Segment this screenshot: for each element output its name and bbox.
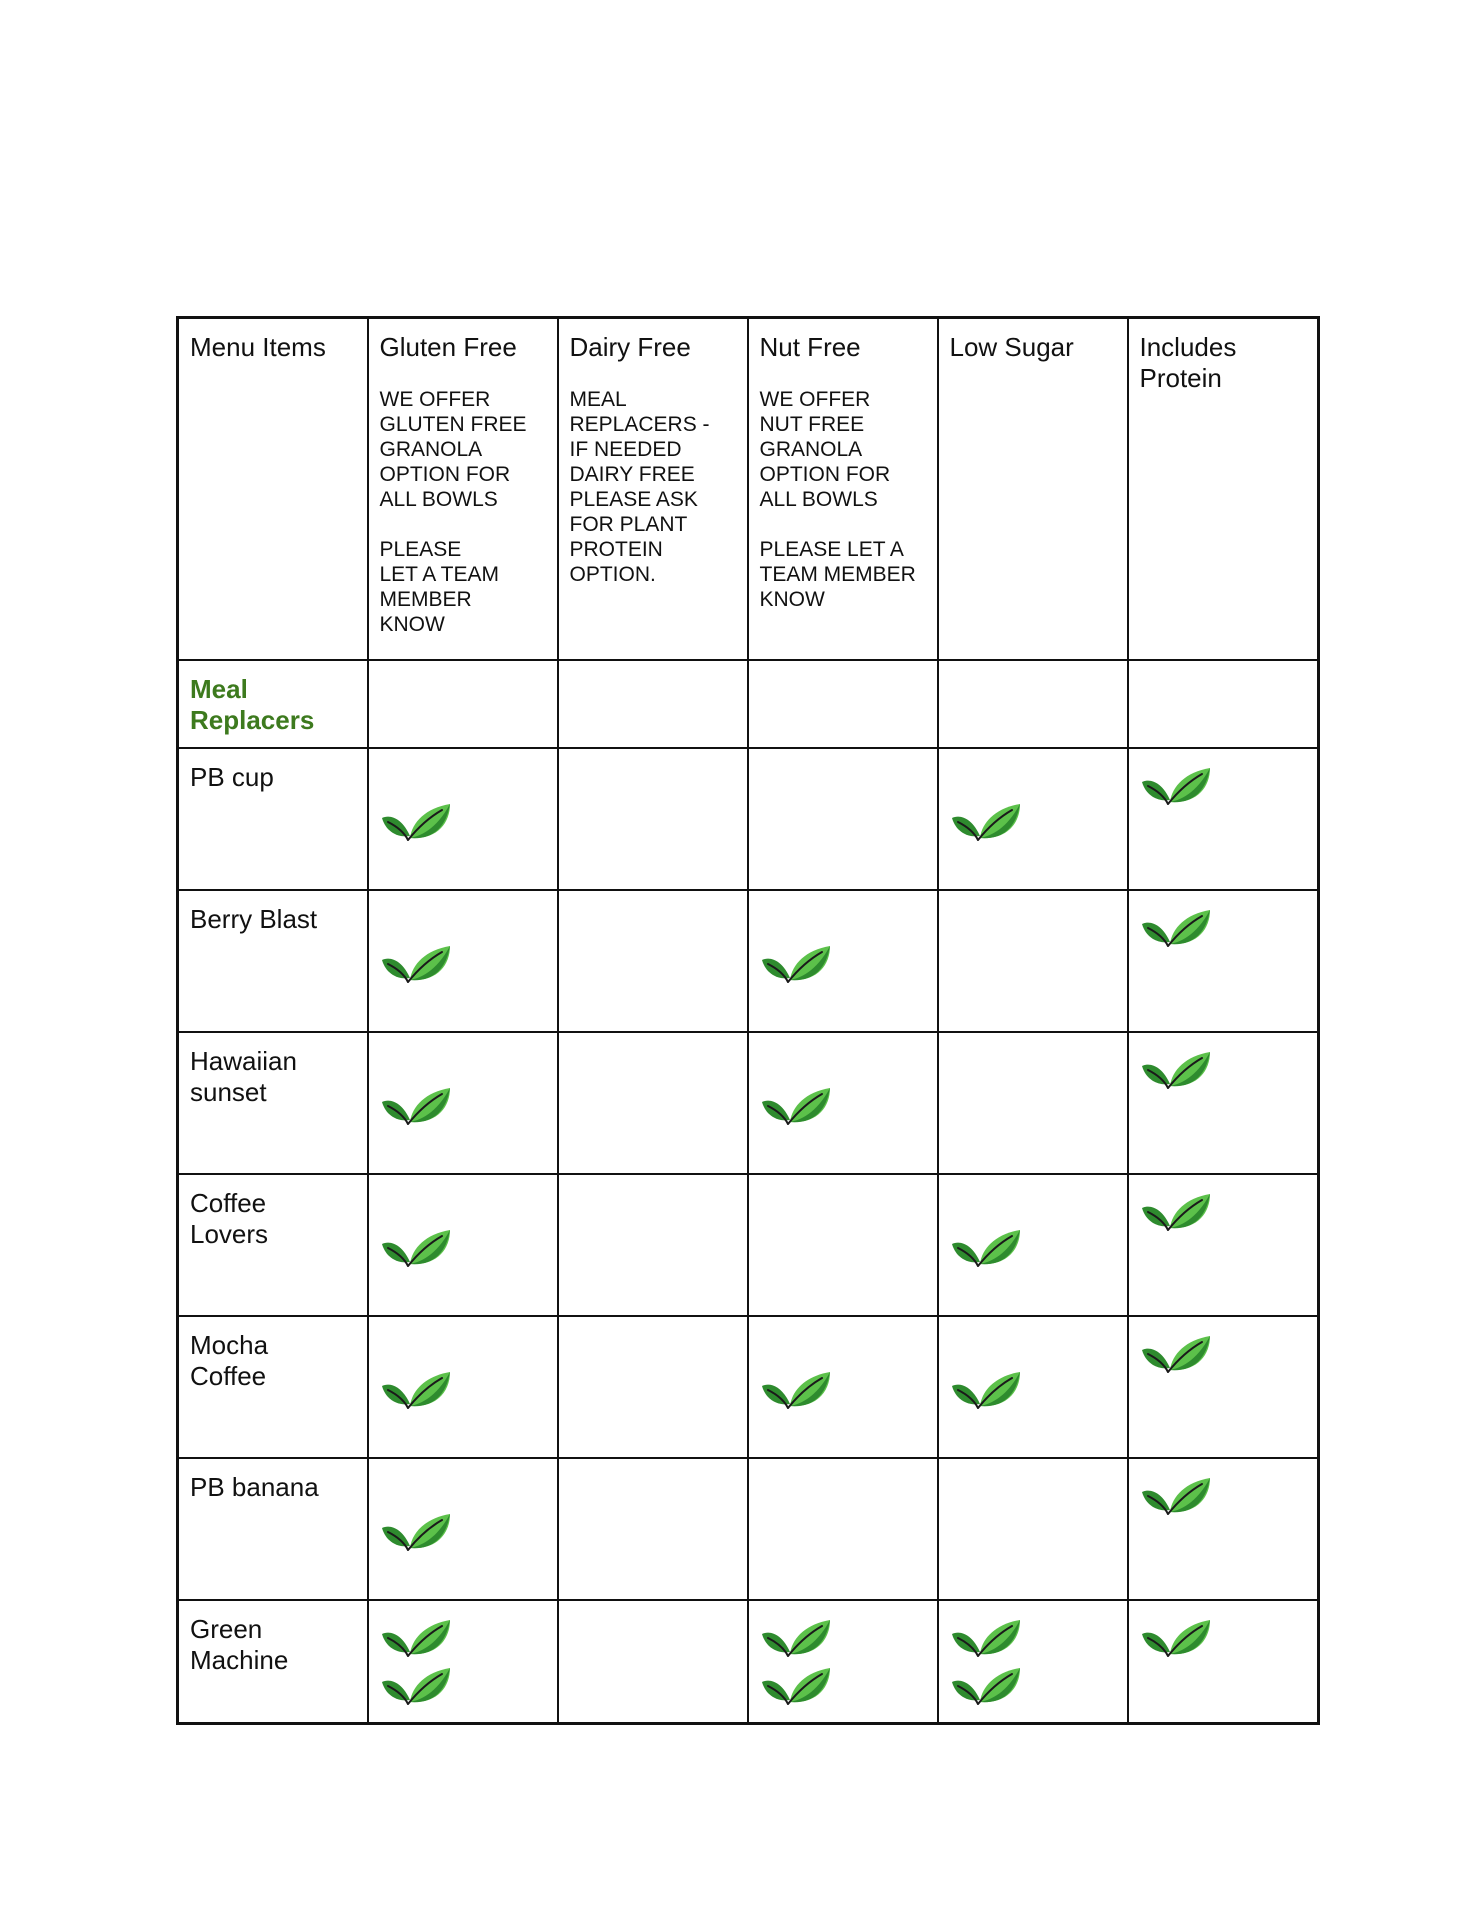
leaf-icon <box>1140 1618 1212 1660</box>
leaf-icon <box>760 1370 832 1412</box>
header-cell-menu-items <box>178 318 368 660</box>
leaf-marks <box>950 1228 1116 1270</box>
leaf-icon <box>950 1228 1022 1270</box>
cell-dairy-free <box>558 748 748 890</box>
cell-nut-free <box>748 748 938 890</box>
empty-cell <box>938 660 1128 748</box>
item-name-cell <box>178 1600 368 1724</box>
header-low-sugar: Low Sugar <box>949 332 1074 362</box>
leaf-marks <box>380 1370 546 1412</box>
item-name: Mocha Coffee <box>190 1329 269 1391</box>
leaf-icon <box>760 1086 832 1128</box>
leaf-marks <box>760 1086 926 1128</box>
item-name-cell <box>178 748 368 890</box>
empty-cell <box>368 660 558 748</box>
cell-nut-free <box>748 1600 938 1724</box>
cell-gluten-free <box>368 748 558 890</box>
leaf-marks <box>380 1512 546 1554</box>
table-row <box>178 1174 1319 1316</box>
leaf-icon <box>1140 1476 1212 1518</box>
leaf-marks <box>760 944 926 986</box>
cell-nut-free <box>748 1174 938 1316</box>
section-row <box>178 660 1319 748</box>
leaf-marks <box>1140 1334 1307 1376</box>
header-cell-nut-free <box>748 318 938 660</box>
cell-gluten-free <box>368 890 558 1032</box>
table-row <box>178 748 1319 890</box>
table-row <box>178 890 1319 1032</box>
header-cell-low-sugar <box>938 318 1128 660</box>
leaf-icon <box>380 1370 452 1412</box>
item-name: Green Machine <box>190 1613 289 1675</box>
gluten-free-note: WE OFFER GLUTEN FREE GRANOLA OPTION FOR ALL BOWLS PLEASE LET A TEAM MEMBER KNOW <box>379 388 527 636</box>
cell-low-sugar <box>938 890 1128 1032</box>
leaf-icon <box>1140 908 1212 950</box>
cell-includes-protein <box>1128 1316 1319 1458</box>
leaf-icon <box>1140 1050 1212 1092</box>
leaf-marks <box>1140 1050 1307 1092</box>
empty-cell <box>748 660 938 748</box>
leaf-icon <box>380 1086 452 1128</box>
cell-low-sugar <box>938 1316 1128 1458</box>
empty-cell <box>1128 660 1319 748</box>
header-row <box>178 318 1319 660</box>
leaf-marks <box>950 1370 1116 1412</box>
table-row <box>178 1458 1319 1600</box>
header-cell-gluten-free <box>368 318 558 660</box>
leaf-marks <box>380 1618 546 1708</box>
cell-dairy-free <box>558 1174 748 1316</box>
cell-dairy-free <box>558 1032 748 1174</box>
cell-gluten-free <box>368 1174 558 1316</box>
cell-includes-protein <box>1128 1458 1319 1600</box>
cell-nut-free <box>748 890 938 1032</box>
leaf-icon <box>380 1666 452 1708</box>
leaf-icon <box>950 802 1022 844</box>
cell-low-sugar <box>938 1600 1128 1724</box>
leaf-marks <box>380 1228 546 1270</box>
leaf-marks <box>950 802 1116 844</box>
leaf-icon <box>950 1666 1022 1708</box>
header-cell-dairy-free <box>558 318 748 660</box>
cell-nut-free <box>748 1458 938 1600</box>
item-name-cell <box>178 1032 368 1174</box>
cell-low-sugar <box>938 1174 1128 1316</box>
leaf-icon <box>1140 1334 1212 1376</box>
leaf-marks <box>1140 1618 1307 1660</box>
nut-free-note: WE OFFER NUT FREE GRANOLA OPTION FOR ALL BOWLS PLEASE LET A TEAM MEMBER KNOW <box>759 388 916 611</box>
cell-includes-protein <box>1128 748 1319 890</box>
leaf-icon <box>380 944 452 986</box>
leaf-marks <box>1140 766 1307 808</box>
cell-gluten-free <box>368 1600 558 1724</box>
cell-dairy-free <box>558 1600 748 1724</box>
item-name: PB cup <box>190 761 274 792</box>
cell-low-sugar <box>938 1458 1128 1600</box>
leaf-icon <box>760 1618 832 1660</box>
header-nut-free: Nut Free <box>759 332 861 362</box>
item-name-cell <box>178 1316 368 1458</box>
leaf-marks <box>760 1370 926 1412</box>
leaf-marks <box>380 802 546 844</box>
cell-dairy-free <box>558 890 748 1032</box>
leaf-icon <box>950 1618 1022 1660</box>
leaf-icon <box>380 1618 452 1660</box>
leaf-marks <box>1140 908 1307 950</box>
section-label-meal-replacers: Meal Replacers <box>190 673 315 735</box>
item-name: Coffee Lovers <box>190 1187 269 1249</box>
leaf-icon <box>760 944 832 986</box>
leaf-icon <box>1140 766 1212 808</box>
header-gluten-free: Gluten Free <box>379 332 517 362</box>
cell-low-sugar <box>938 1032 1128 1174</box>
leaf-icon <box>380 1228 452 1270</box>
empty-cell <box>558 660 748 748</box>
cell-gluten-free <box>368 1316 558 1458</box>
item-name: PB banana <box>190 1471 319 1502</box>
leaf-icon <box>380 802 452 844</box>
table-body <box>178 318 1319 1724</box>
item-name-cell <box>178 890 368 1032</box>
item-name: Berry Blast <box>190 903 318 934</box>
dietary-menu-table <box>176 316 1320 1725</box>
cell-dairy-free <box>558 1458 748 1600</box>
leaf-marks <box>1140 1476 1307 1518</box>
section-cell <box>178 660 368 748</box>
cell-nut-free <box>748 1032 938 1174</box>
table-row <box>178 1032 1319 1174</box>
table-row <box>178 1316 1319 1458</box>
header-includes-protein: Includes Protein <box>1139 332 1237 393</box>
leaf-marks <box>950 1618 1116 1708</box>
leaf-icon <box>380 1512 452 1554</box>
table-row <box>178 1600 1319 1724</box>
cell-includes-protein <box>1128 1600 1319 1724</box>
item-name-cell <box>178 1174 368 1316</box>
header-cell-includes-protein <box>1128 318 1319 660</box>
dairy-free-note: MEAL REPLACERS - IF NEEDED DAIRY FREE PLEASE ASK FOR PLANT PROTEIN OPTION. <box>569 388 710 586</box>
leaf-marks <box>760 1618 926 1708</box>
leaf-marks <box>380 944 546 986</box>
cell-includes-protein <box>1128 1174 1319 1316</box>
cell-nut-free <box>748 1316 938 1458</box>
leaf-icon <box>1140 1192 1212 1234</box>
item-name: Hawaiian sunset <box>190 1045 297 1107</box>
item-name-cell <box>178 1458 368 1600</box>
leaf-marks <box>380 1086 546 1128</box>
header-menu-items: Menu Items <box>190 332 326 362</box>
cell-includes-protein <box>1128 1032 1319 1174</box>
cell-low-sugar <box>938 748 1128 890</box>
header-dairy-free: Dairy Free <box>569 332 691 362</box>
cell-includes-protein <box>1128 890 1319 1032</box>
leaf-icon <box>950 1370 1022 1412</box>
leaf-icon <box>760 1666 832 1708</box>
cell-dairy-free <box>558 1316 748 1458</box>
leaf-marks <box>1140 1192 1307 1234</box>
cell-gluten-free <box>368 1458 558 1600</box>
cell-gluten-free <box>368 1032 558 1174</box>
